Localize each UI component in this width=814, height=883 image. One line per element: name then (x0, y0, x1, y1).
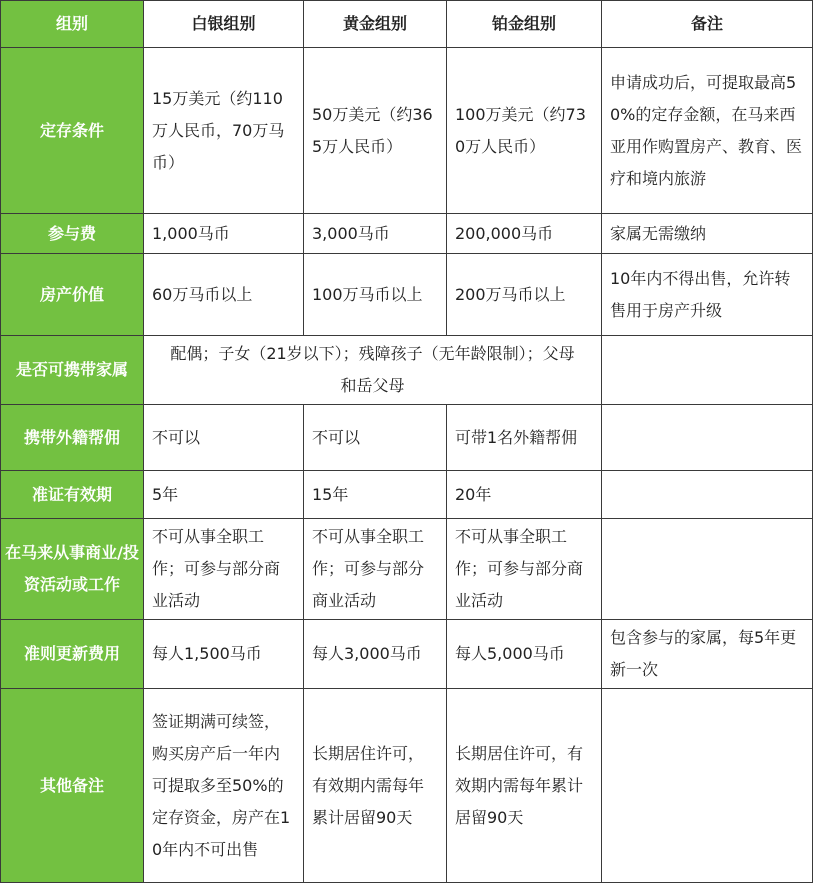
cell-gold: 50万美元（约365万人民币） (304, 48, 447, 214)
header-gold: 黄金组别 (304, 1, 447, 48)
header-group: 组别 (1, 1, 144, 48)
table-row-deposit (1, 48, 813, 214)
cell-silver: 不可以 (144, 405, 304, 471)
header-platinum: 铂金组别 (447, 1, 602, 48)
cell-gold: 3,000马币 (304, 214, 447, 254)
cell-silver: 1,000马币 (144, 214, 304, 254)
cell-platinum: 100万美元（约730万人民币） (447, 48, 602, 214)
cell-remarks (602, 336, 813, 405)
table-row-fee (1, 214, 813, 254)
cell-merged: 配偶；子女（21岁以下）；残障孩子（无年龄限制）；父母和岳父母 (144, 336, 602, 405)
row-label: 是否可携带家属 (1, 336, 144, 405)
table-header-row (1, 1, 813, 48)
row-label: 在马来从事商业/投资活动或工作 (1, 519, 144, 620)
row-label: 其他备注 (1, 689, 144, 883)
cell-remarks: 申请成功后，可提取最高50%的定存金额，在马来西亚用作购置房产、教育、医疗和境内旅游 (602, 48, 813, 214)
cell-gold: 不可以 (304, 405, 447, 471)
row-label: 参与费 (1, 214, 144, 254)
header-silver: 白银组别 (144, 1, 304, 48)
cell-platinum: 长期居住许可，有效期内需每年累计居留90天 (447, 689, 602, 883)
cell-gold: 每人3,000马币 (304, 620, 447, 689)
table-row-other (1, 689, 813, 883)
cell-platinum: 不可从事全职工作；可参与部分商业活动 (447, 519, 602, 620)
cell-gold: 不可从事全职工作；可参与部分商业活动 (304, 519, 447, 620)
cell-remarks (602, 405, 813, 471)
cell-silver: 15万美元（约110万人民币，70万马币） (144, 48, 304, 214)
cell-platinum: 可带1名外籍帮佣 (447, 405, 602, 471)
cell-silver: 60万马币以上 (144, 254, 304, 336)
row-label: 定存条件 (1, 48, 144, 214)
table-row-property (1, 254, 813, 336)
cell-silver: 每人1,500马币 (144, 620, 304, 689)
cell-remarks: 10年内不得出售，允许转售用于房产升级 (602, 254, 813, 336)
cell-platinum: 每人5,000马币 (447, 620, 602, 689)
cell-platinum: 200万马币以上 (447, 254, 602, 336)
cell-remarks: 包含参与的家属，每5年更新一次 (602, 620, 813, 689)
table-row-renewal (1, 620, 813, 689)
table-row-maid (1, 405, 813, 471)
cell-silver: 不可从事全职工作；可参与部分商业活动 (144, 519, 304, 620)
cell-gold: 长期居住许可，有效期内需每年累计居留90天 (304, 689, 447, 883)
row-label: 准证有效期 (1, 471, 144, 519)
cell-gold: 100万马币以上 (304, 254, 447, 336)
header-remarks: 备注 (602, 1, 813, 48)
row-label: 携带外籍帮佣 (1, 405, 144, 471)
cell-silver: 5年 (144, 471, 304, 519)
table-row-validity (1, 471, 813, 519)
cell-platinum: 20年 (447, 471, 602, 519)
table-row-dependents (1, 336, 813, 405)
table-row-business (1, 519, 813, 620)
cell-remarks (602, 471, 813, 519)
row-label: 准则更新费用 (1, 620, 144, 689)
cell-remarks (602, 519, 813, 620)
cell-remarks (602, 689, 813, 883)
cell-gold: 15年 (304, 471, 447, 519)
cell-platinum: 200,000马币 (447, 214, 602, 254)
row-label: 房产价值 (1, 254, 144, 336)
cell-remarks: 家属无需缴纳 (602, 214, 813, 254)
cell-silver: 签证期满可续签，购买房产后一年内可提取多至50%的定存资金，房产在10年内不可出售 (144, 689, 304, 883)
